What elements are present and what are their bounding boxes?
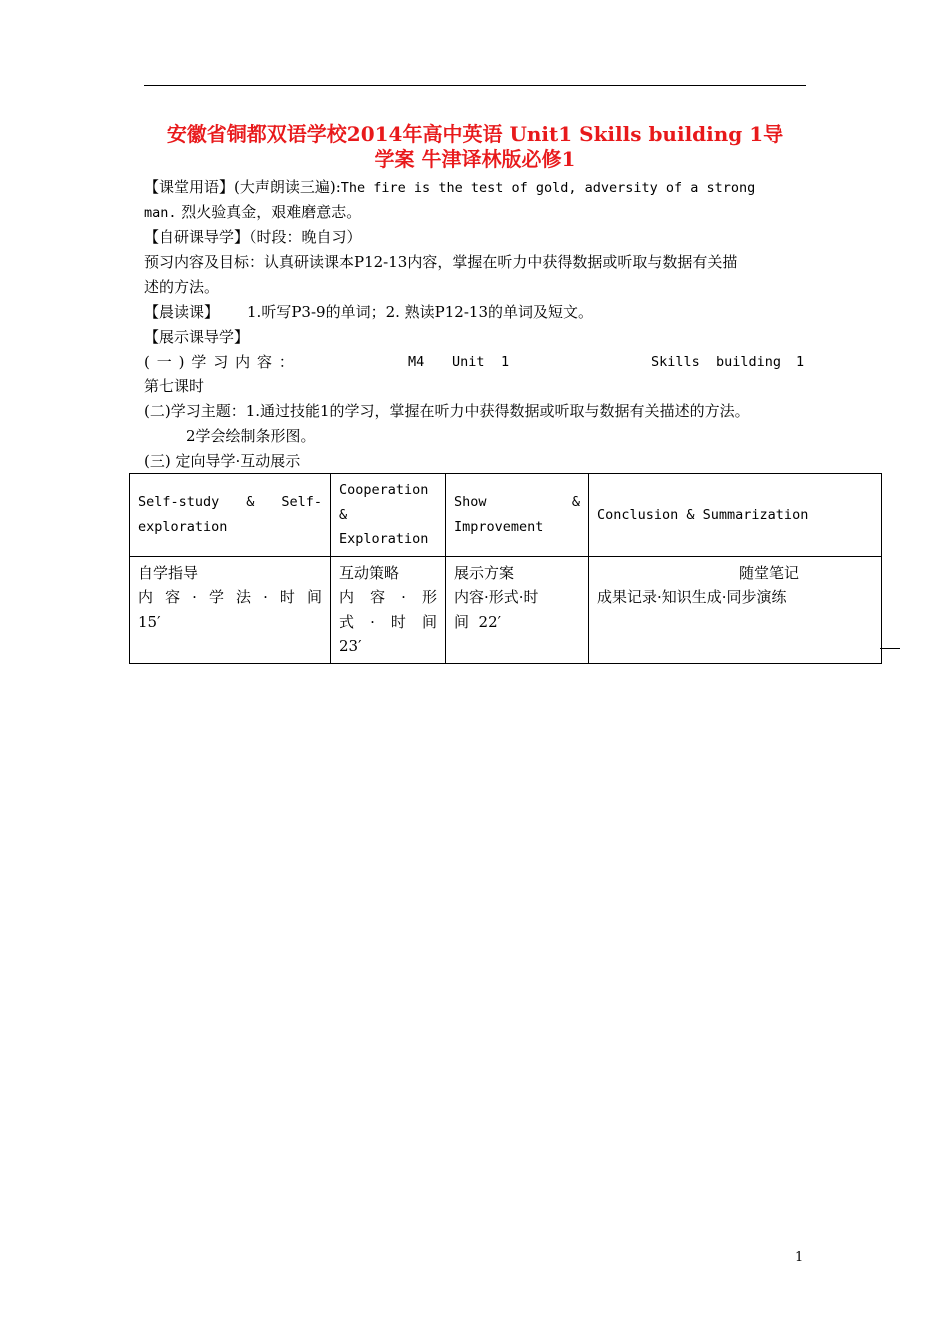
title-line-2: 学案 牛津译林版必修1	[374, 147, 576, 171]
module-m4: M4	[408, 354, 425, 370]
guidance-table	[129, 473, 882, 664]
morning-reading-line	[144, 302, 806, 322]
self-study-goal-2: 述的方法。	[144, 278, 220, 296]
self-study-label: 【自研课导学】	[144, 228, 250, 246]
cell-display-plan: 展示方案 内容·形式·时 间 22′	[446, 556, 589, 663]
morning-text: 1.听写P3-9的单词；2. 熟读P12-13的单词及短文。	[247, 303, 593, 321]
header-self-study: Self-study & Self- exploration	[130, 474, 331, 557]
table-header-row	[130, 474, 882, 557]
lesson-number: 第七课时	[144, 377, 205, 395]
cell-class-notes: 随堂笔记 成果记录·知识生成·同步演练	[589, 556, 882, 663]
unit-number: 1	[501, 354, 510, 370]
classroom-chinese: 烈火验真金，艰难磨意志。	[181, 203, 362, 221]
header-conclusion: Conclusion & Summarization	[589, 474, 882, 557]
content-label: ( 一 ) 学 习 内 容 ：	[144, 353, 294, 371]
document-title	[130, 122, 820, 172]
classroom-phrase-line-2	[144, 202, 806, 223]
classroom-english-2: man.	[144, 205, 177, 221]
page-number: 1	[795, 1250, 804, 1265]
cell-interaction-strategy: 互动策略 内 容 · 形 式 · 时 间 23′	[331, 556, 446, 663]
header-rule	[144, 85, 806, 86]
classroom-phrase-line	[144, 177, 806, 198]
skills-number: 1	[796, 354, 805, 370]
table-edge-tail	[880, 648, 900, 649]
self-study-goal-1: 预习内容及目标：认真研读课本P12-13内容，掌握在听力中获得数据或听取与数据有关描	[144, 253, 738, 271]
classroom-label: 【课堂用语】	[144, 178, 235, 196]
topic-line-1: (二)学习主题：1.通过技能1的学习，掌握在听力中获得数据或听取与数据有关描述的方法。	[144, 402, 750, 420]
self-study-heading	[144, 227, 806, 247]
title-line-1: 安徽省铜都双语学校2014年高中英语 Unit1 Skills building 1导	[166, 122, 784, 146]
header-cooperation: Cooperation & Exploration	[331, 474, 446, 557]
morning-label: 【晨读课】	[144, 303, 220, 321]
unit-word: Unit	[452, 354, 485, 370]
skills-word: Skills	[651, 354, 700, 370]
section-three-heading: (三) 定向导学·互动展示	[144, 452, 301, 470]
header-show: Show & Improvement	[446, 474, 589, 557]
display-content-line	[144, 352, 806, 372]
classroom-english-1: The fire is the test of gold, adversity of a strong	[340, 180, 756, 196]
table-body-row	[130, 556, 882, 663]
topic-line-2: 2学会绘制条形图。	[186, 427, 316, 445]
display-label: 【展示课导学】	[144, 328, 250, 346]
cell-self-guidance: 自学指导 内 容 · 学 法 · 时 间 15′	[130, 556, 331, 663]
classroom-prefix: (大声朗读三遍):	[234, 178, 341, 196]
building-word: building	[716, 354, 782, 370]
self-study-time: （时段：晚自习）	[249, 228, 362, 246]
